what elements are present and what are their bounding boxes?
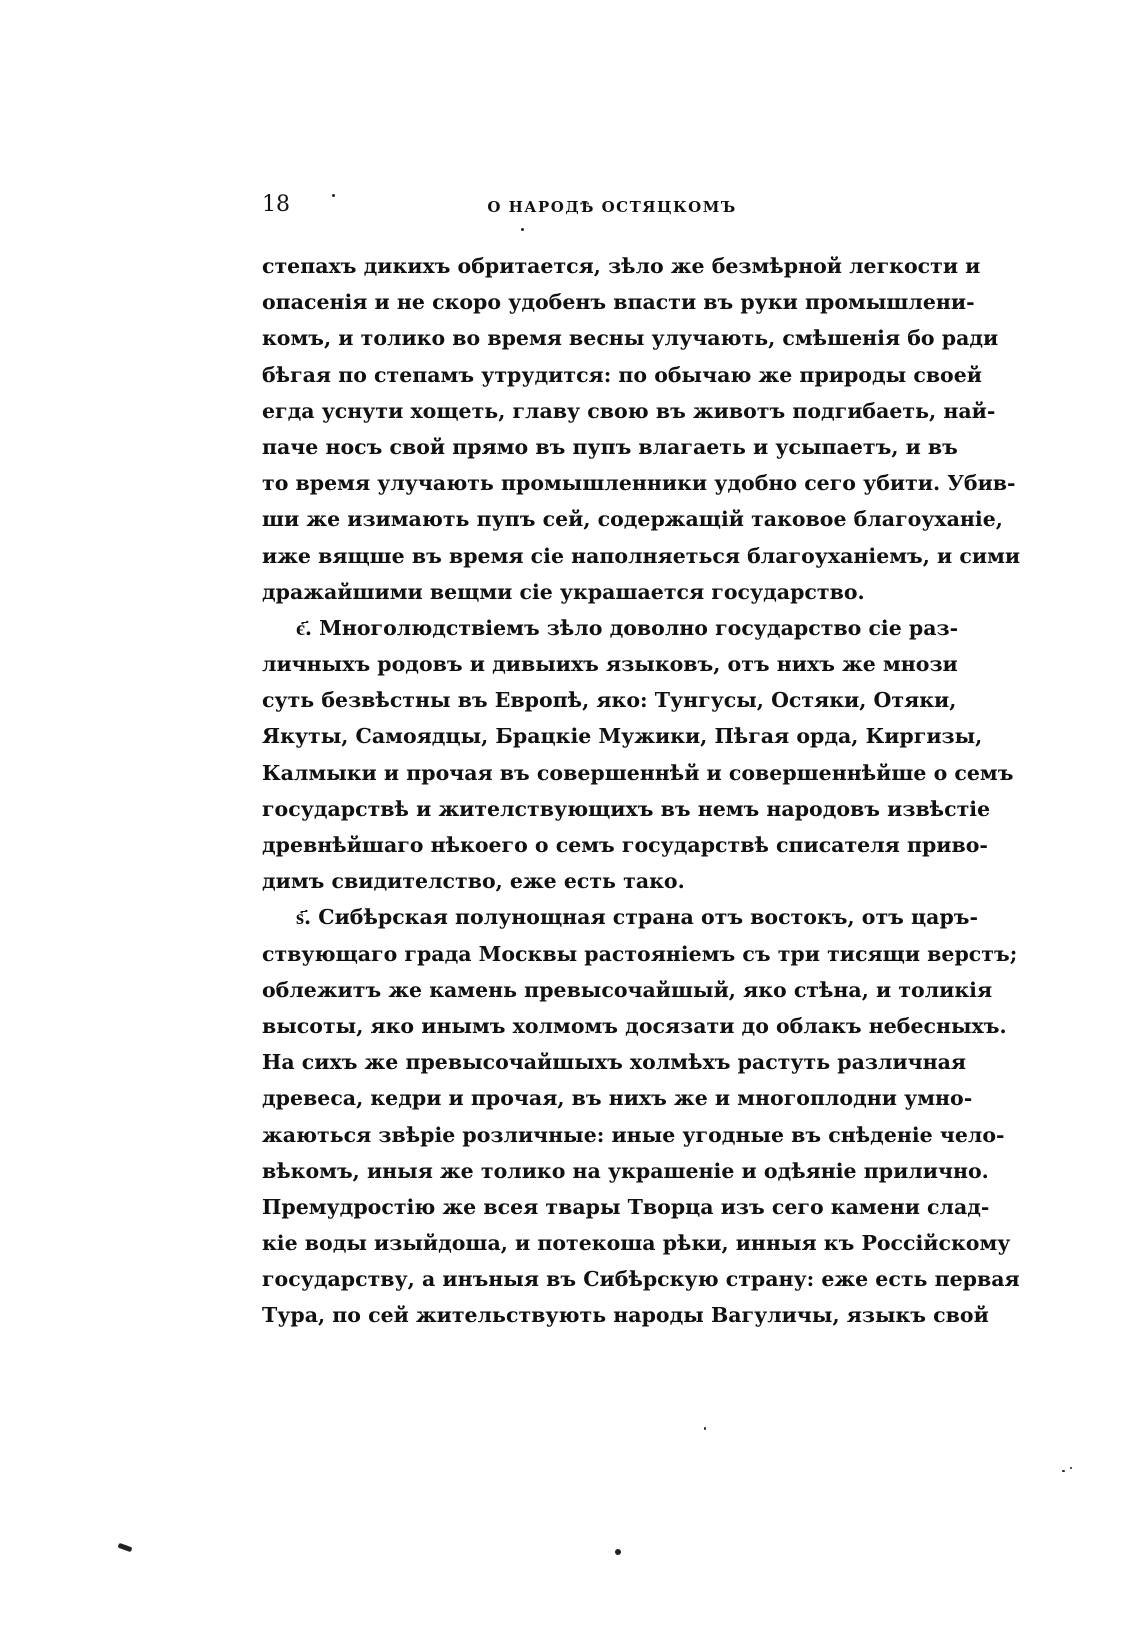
scan-speck xyxy=(332,194,335,197)
running-title: О НАРОДѢ ОСТЯЦКОМЪ xyxy=(487,198,737,216)
paragraph-3 xyxy=(262,899,1020,1333)
scan-speck xyxy=(118,1543,133,1552)
scan-speck xyxy=(615,1549,621,1555)
text-line: егда уснути хощеть, главу свою въ животъ подгибаеть, най- xyxy=(262,398,996,423)
text-line: Тура, по сей жительствують народы Вагуличы, языкъ свой xyxy=(262,1303,989,1328)
page-header xyxy=(262,192,922,224)
text-line: На сихъ же превысочайшыхъ холмѣхъ растуть различная xyxy=(262,1050,967,1075)
text-line: древеса, кедри и прочая, въ нихъ же и многоплодни умно- xyxy=(262,1086,973,1111)
text-line: иже вящше въ время сіе наполняеться благоуханіемъ, и сими xyxy=(262,543,1021,568)
text-line: паче носъ свой прямо въ пупъ влагаеть и усыпаетъ, и въ xyxy=(262,434,958,459)
text-line: личныхъ родовъ и дивыихъ языковъ, отъ нихъ же мнози xyxy=(262,652,958,677)
text-line: є҃. Многолюдствіемъ зѣло доволно государство сіе раз- xyxy=(296,615,959,640)
scan-speck xyxy=(704,1427,706,1430)
text-line: ши же изимають пупъ сей, содержащій таковое благоуханіе, xyxy=(262,507,1003,532)
scan-speck xyxy=(521,228,524,231)
page-number: 18 xyxy=(262,192,290,217)
scan-speck xyxy=(1070,1467,1072,1469)
text-line: ѕ҃. Сибѣрская полунощная страна отъ востокъ, отъ царъ- xyxy=(296,905,979,930)
body-text xyxy=(262,248,1021,1334)
paragraph-1 xyxy=(262,248,1021,610)
text-line: древнѣйшаго нѣкоего о семъ государствѣ списателя приво- xyxy=(262,833,988,857)
text-line: Калмыки и прочая въ совершеннѣй и совершеннѣйше о семъ xyxy=(262,760,1014,785)
text-line: государству, а инъныя въ Сибѣрскую страну: еже есть первая xyxy=(262,1267,1020,1292)
text-line: комъ, и толико во время весны улучають, смѣшенія бо ради xyxy=(262,326,999,351)
text-line: дражайшими вещми сіе украшается государство. xyxy=(262,579,865,604)
text-line: Якуты, Самоядцы, Брацкіе Мужики, Пѣгая орда, Киргизы, xyxy=(262,724,983,749)
text-line: опасенія и не скоро удобенъ впасти въ руки промышлени- xyxy=(262,290,975,315)
text-line: суть безвѣстны въ Европѣ, яко: Тунгусы, Остяки, Отяки, xyxy=(262,688,957,713)
text-line: то время улучають промышленники удобно сего убити. Убив- xyxy=(262,471,1016,496)
text-line: государствѣ и жителствующихъ въ немъ народовъ извѣстіе xyxy=(262,796,991,821)
text-line: облежитъ же камень превысочайшый, яко стѣна, и толикія xyxy=(262,977,993,1002)
paragraph-2 xyxy=(262,610,1014,900)
text-line: бѣгая по степамъ утрудится: по обычаю же природы своей xyxy=(262,362,982,387)
text-line: высоты, яко инымъ холмомъ досязати до облакъ небесныхъ. xyxy=(262,1013,1007,1038)
scan-speck xyxy=(1062,1470,1065,1472)
text-line: димъ свидителство, еже есть тако. xyxy=(262,869,685,894)
text-line: кіе воды изыйдоша, и потекоша рѣки, инныя къ Россійскому xyxy=(262,1231,1011,1256)
text-line: степахъ дикихъ обритается, зѣло же безмѣрной легкости и xyxy=(262,254,981,278)
text-line: вѣкомъ, иныя же толико на украшеніе и одѣяніе прилично. xyxy=(262,1158,989,1183)
text-line: жаються звѣріе розличные: иные угодные въ снѣденіе чело- xyxy=(262,1122,1005,1147)
text-line: Премудростію же всея твары Творца изъ сего камени слад- xyxy=(262,1194,990,1219)
text-line: ствующаго града Москвы растояніемъ съ три тисящи верстъ; xyxy=(262,941,1018,966)
